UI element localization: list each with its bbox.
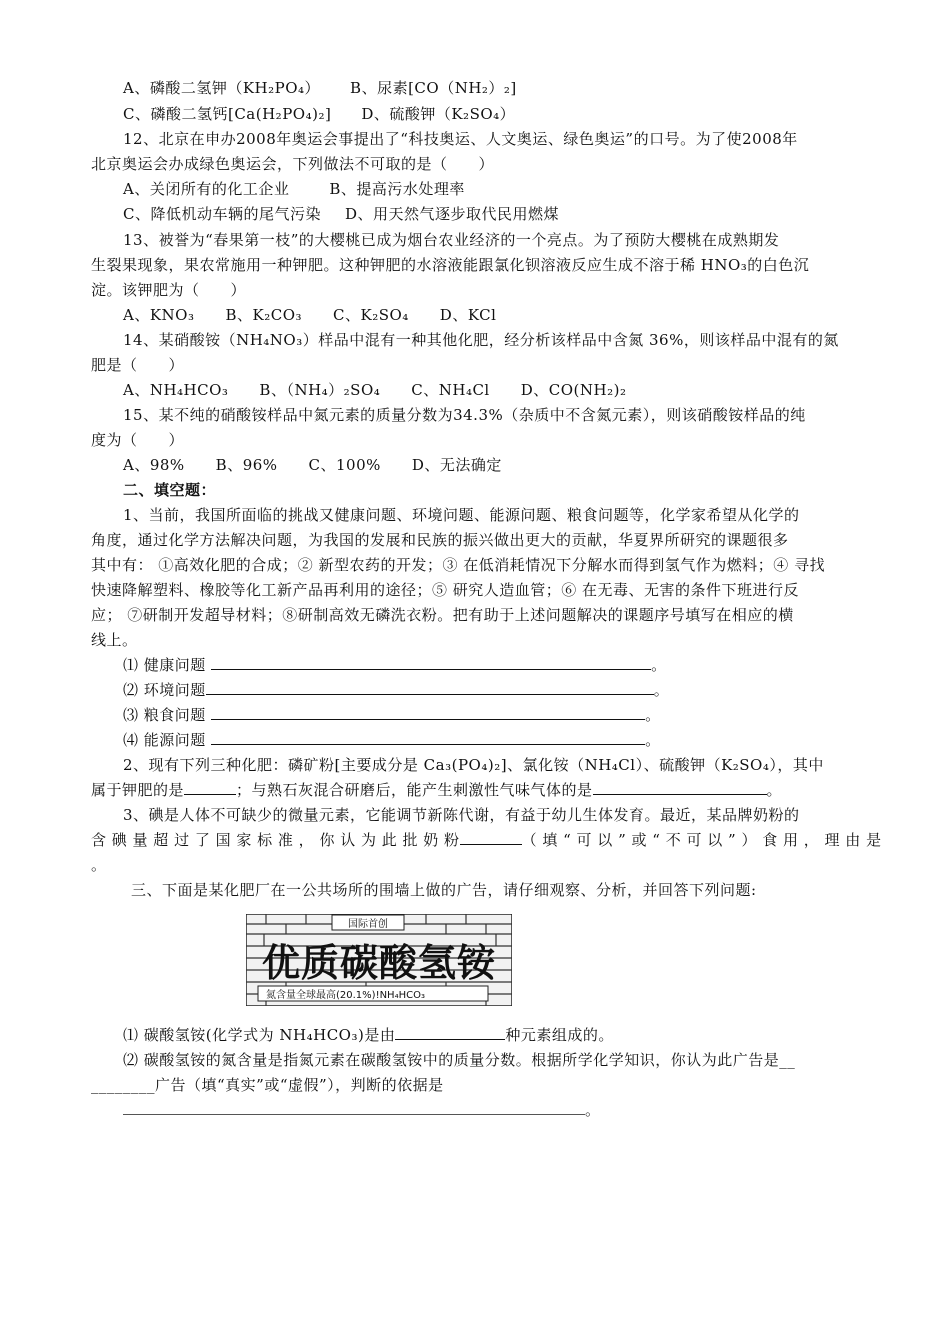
potash-question: 属于钾肥的是	[91, 781, 185, 799]
s3-q1	[123, 1024, 903, 1046]
s3-q2-line2: ________广告（填“真实”或“虚假”），判断的依据是	[91, 1076, 444, 1094]
health-label: ⑴ 健康问题	[123, 656, 206, 674]
section3-heading: 三、下面是某化肥厂在一公共场所的围墙上做的广告，请仔细观察、分析，并回答下列问题:	[131, 881, 757, 899]
element-count-blank[interactable]	[395, 1025, 505, 1040]
health-answer-blank[interactable]	[211, 655, 651, 670]
q11-option-d: D、硫酸钾（K₂SO₄）	[361, 105, 516, 123]
q11-options-row1	[123, 77, 903, 99]
fill-row-energy	[123, 729, 903, 751]
q15-stem-line1: 15、某不纯的硝酸铵样品中氮元素的质量分数为34.3%（杂质中不含氮元素），则该硝酸铵样品的纯	[123, 406, 806, 424]
q13-options: A、KNO₃ B、K₂CO₃ C、K₂SO₄ D、KCl	[123, 306, 497, 324]
s2-p1-line6: 线上。	[91, 631, 138, 649]
q12-option-d: D、用天然气逐步取代民用燃煤	[344, 205, 560, 223]
s2-p1-line5: 应； ⑦研制开发超导材料；⑧研制高效无磷洗衣粉。把有助于上述问题解决的课题序号填写在相应的横	[91, 606, 794, 624]
q12-options-row1	[123, 178, 903, 200]
s2-p1-line2: 角度，通过化学方法解决问题，为我国的发展和民族的振兴做出更大的贡献，华夏界所研究的课题很多	[91, 531, 789, 549]
section2-heading: 二、填空题：	[123, 481, 217, 499]
energy-label: ⑷ 能源问题	[123, 731, 206, 749]
q14-options: A、NH₄HCO₃ B、（NH₄）₂SO₄ C、NH₄Cl D、CO(NH₂)₂	[123, 381, 627, 399]
food-answer-blank[interactable]	[211, 705, 645, 720]
q12-option-b: B、提高污水处理率	[329, 180, 465, 198]
s2-p1-line1: 1、当前，我国所面临的挑战又健康问题、环境问题、能源问题、粮食问题等，化学家希望从化学的	[123, 506, 800, 524]
q12-options-row2	[123, 203, 903, 225]
q11-option-b: B、尿素[CO（NH₂）₂]	[350, 79, 517, 97]
ad-title: 优质碳酸氢铵	[261, 940, 497, 985]
q12-option-c: C、降低机动车辆的尾气污染	[123, 205, 321, 223]
environment-answer-blank[interactable]	[206, 680, 654, 695]
q14-stem-line2: 肥是（ ）	[91, 356, 185, 374]
fill-row-health	[123, 654, 903, 676]
s2-p1-line4: 快速降解塑料、橡胶等化工新产品再利用的途径；⑤ 研究人造血管；⑥ 在无毒、无害的条件下班进行反	[91, 581, 800, 599]
period: 。	[645, 706, 661, 724]
period: 。	[766, 781, 783, 799]
brick-wall-image	[246, 914, 512, 1006]
q15-options: A、98% B、96% C、100% D、无法确定	[123, 456, 502, 474]
s2-p3-line3: 。	[91, 856, 107, 874]
period: 。	[653, 681, 670, 699]
reason-answer-blank[interactable]	[123, 1100, 585, 1115]
milk-reason: （ 填 “ 可 以 ” 或 “ 不 可 以 ” ） 食 用 ， 理 由 是	[521, 831, 882, 849]
milk-answer-blank[interactable]	[460, 830, 522, 845]
s3-q2-line1: ⑵ 碳酸氢铵的氮含量是指氮元素在碳酸氢铵中的质量分数。根据所学化学知识，你认为此广告是__	[123, 1051, 796, 1069]
s3-q2-line3	[123, 1099, 903, 1121]
food-label: ⑶ 粮食问题	[123, 706, 206, 724]
s2-p3-line2	[91, 829, 882, 851]
s2-p1-line3: 其中有： ①高效化肥的合成；② 新型农药的开发；③ 在低消耗情况下分解水而得到氢气作为燃料；④ 寻找	[91, 556, 826, 574]
s2-p3-line1: 3、碘是人体不可缺少的微量元素，它能调节新陈代谢，有益于幼儿生体发育。最近，某品牌奶粉的	[123, 806, 800, 824]
fill-row-environment	[123, 679, 903, 701]
q11-option-a: A、磷酸二氢钾（KH₂PO₄）	[123, 79, 321, 97]
potash-answer-blank[interactable]	[184, 780, 236, 795]
gas-question: ；与熟石灰混合研磨后，能产生刺激性气味气体的是	[236, 781, 593, 799]
fill-row-food	[123, 704, 903, 726]
s3-q1-prefix: ⑴ 碳酸氢铵(化学式为 NH₄HCO₃)是由	[123, 1026, 396, 1044]
q15-stem-line2: 度为（ ）	[91, 431, 185, 449]
q11-option-c: C、磷酸二氢钙[Ca(H₂PO₄)₂]	[123, 105, 332, 123]
q14-stem-line1: 14、某硝酸铵（NH₄NO₃）样品中混有一种其他化肥，经分析该样品中含氮 36%，则该样品中混有的氮	[123, 331, 839, 349]
s3-q2-end: 。	[585, 1101, 601, 1119]
q12-option-a: A、关闭所有的化工企业	[123, 180, 290, 198]
q11-options-row2	[123, 103, 903, 125]
s2-p2-line1: 2、现有下列三种化肥：磷矿粉[主要成分是 Ca₃(PO₄)₂]、氯化铵（NH₄Cl）、硫酸钾（K₂SO₄），其中	[123, 756, 824, 774]
q13-stem-line2: 生裂果现象，果农常施用一种钾肥。这种钾肥的水溶液能跟氯化钡溶液反应生成不溶于稀 HNO₃的白色沉	[91, 256, 810, 274]
s2-p2-line2	[91, 779, 871, 801]
milk-question: 含 碘 量 超 过 了 国 家 标 准 ， 你 认 为 此 批 奶 粉	[91, 831, 460, 849]
s3-q1-suffix: 种元素组成的。	[505, 1026, 614, 1044]
period: 。	[645, 731, 661, 749]
ad-bottom-label: 氮含量全球最高(20.1%)!NH₄HCO₃	[266, 990, 425, 1001]
q12-stem-line2: 北京奥运会办成绿色奥运会，下列做法不可取的是（ ）	[91, 155, 495, 173]
period: 。	[651, 656, 667, 674]
energy-answer-blank[interactable]	[211, 730, 645, 745]
q13-stem-line1: 13、被誉为“春果第一枝”的大樱桃已成为烟台农业经济的一个亮点。为了预防大樱桃在成熟期发	[123, 231, 780, 249]
environment-label: ⑵ 环境问题	[123, 681, 206, 699]
q13-stem-line3: 淀。该钾肥为（ ）	[91, 281, 247, 299]
ad-top-label: 国际首创	[348, 919, 388, 930]
q12-stem-line1: 12、北京在申办2008年奥运会事提出了“科技奥运、人文奥运、绿色奥运”的口号。为了使2008年	[123, 130, 798, 148]
fertilizer-advertisement	[246, 914, 512, 1006]
gas-answer-blank[interactable]	[593, 780, 767, 795]
